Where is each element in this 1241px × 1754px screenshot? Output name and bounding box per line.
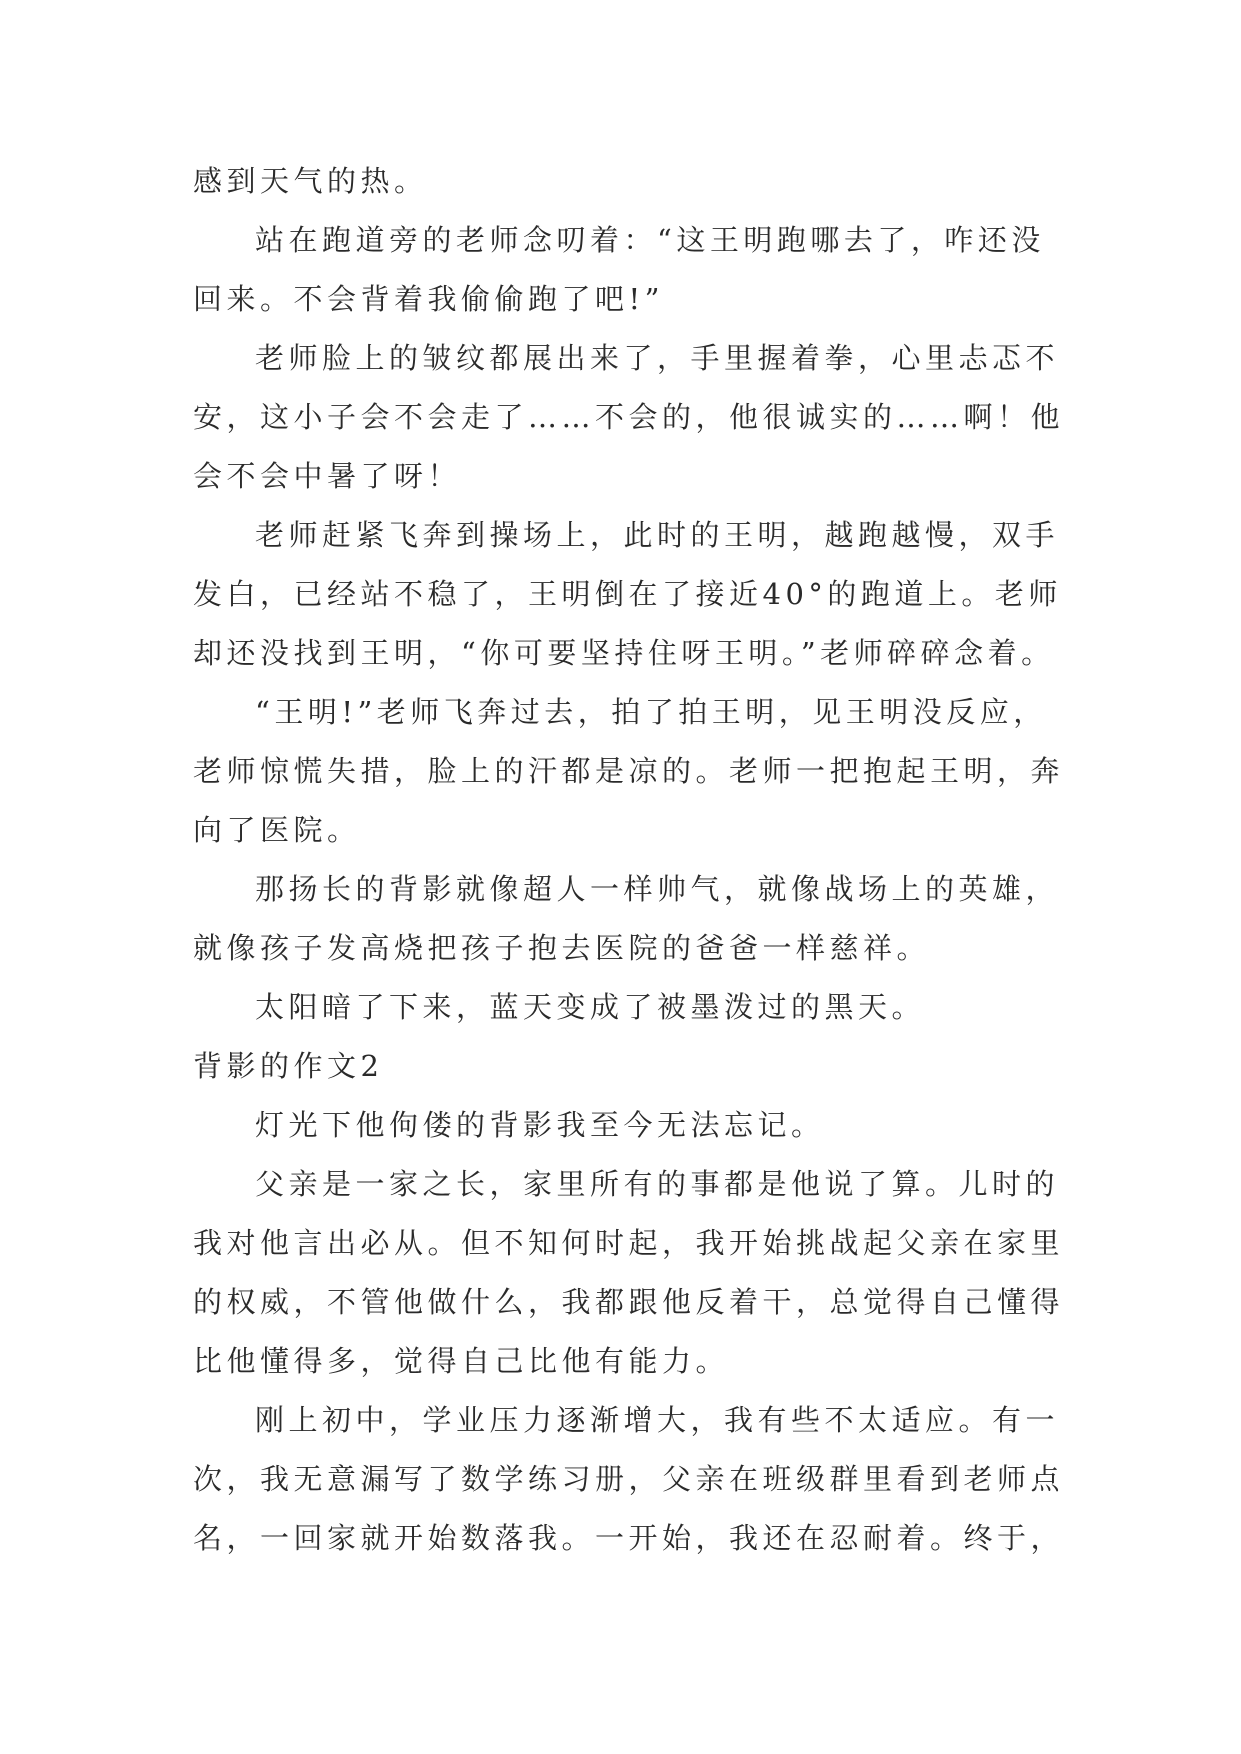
paragraph-5: “王明!”老师飞奔过去，拍了拍王明，见王明没反应，老师惊慌失措，脸上的汗都是凉的。老师一把抱起王明，奔向了医院。	[193, 695, 1065, 847]
document-page	[193, 152, 1073, 1568]
paragraph-1: 感到天气的热。	[193, 164, 428, 198]
section-heading: 背影的作文2	[193, 1049, 384, 1083]
paragraph-9: 父亲是一家之长，家里所有的事都是他说了算。儿时的我对他言出必从。但不知何时起，我开始挑战起父亲在家里的权威，不管他做什么，我都跟他反着干，总觉得自己懂得比他懂得多，觉得自己比他有能力。	[193, 1167, 1065, 1378]
paragraph-4: 老师赶紧飞奔到操场上，此时的王明，越跑越慢，双手发白，已经站不稳了，王明倒在了接近40°的跑道上。老师却还没找到王明，“你可要坚持住呀王明。”老师碎碎念着。	[193, 518, 1062, 670]
paragraph-7: 太阳暗了下来，蓝天变成了被墨泼过的黑天。	[255, 990, 926, 1024]
paragraph-6: 那扬长的背影就像超人一样帅气，就像战场上的英雄，就像孩子发高烧把孩子抱去医院的爸爸一样慈祥。	[193, 872, 1060, 965]
paragraph-8: 灯光下他佝偻的背影我至今无法忘记。	[255, 1108, 825, 1142]
paragraph-2: 站在跑道旁的老师念叨着：“这王明跑哪去了，咋还没回来。不会背着我偷偷跑了吧!”	[193, 223, 1045, 316]
paragraph-3: 老师脸上的皱纹都展出来了，手里握着拳，心里忐忑不安，这小子会不会走了……不会的，他很诚实的……啊！他会不会中暑了呀！	[193, 341, 1065, 493]
paragraph-10: 刚上初中，学业压力逐渐增大，我有些不太适应。有一次，我无意漏写了数学练习册，父亲在班级群里看到老师点名，一回家就开始数落我。一开始，我还在忍耐着。终于，	[193, 1403, 1065, 1555]
